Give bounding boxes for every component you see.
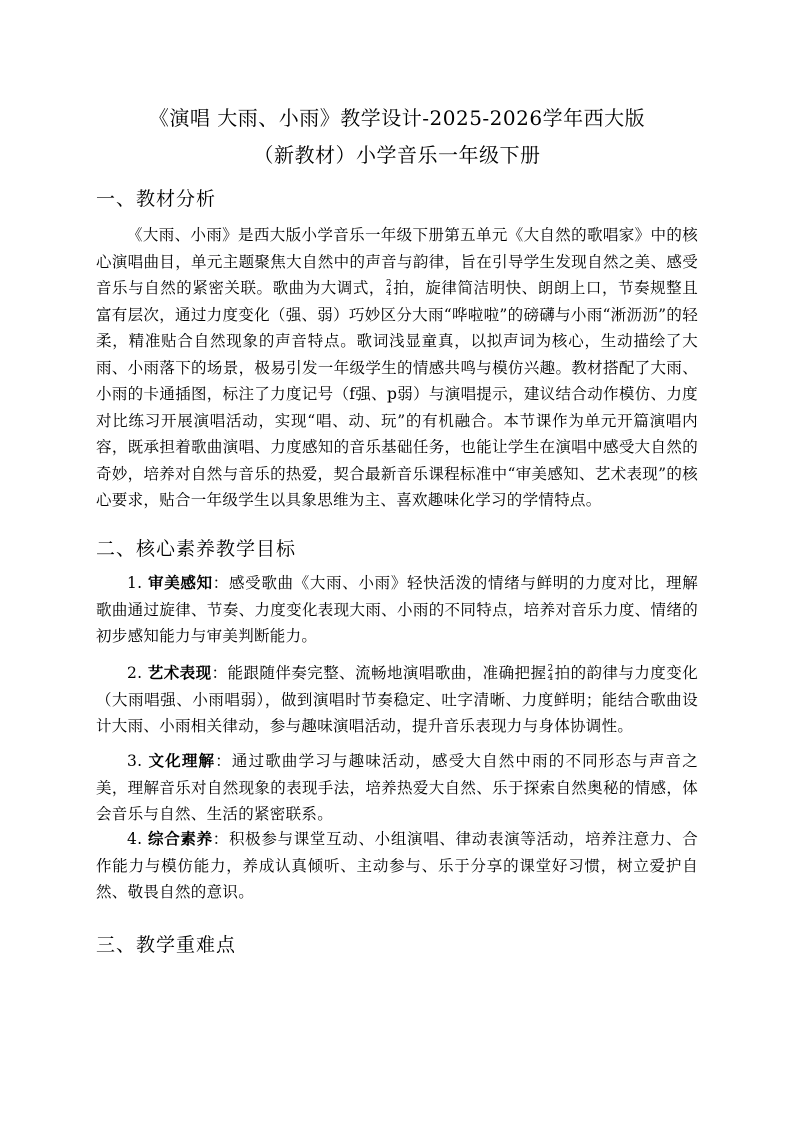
time-signature [547,665,553,683]
time-signature-top: 2 [547,664,554,674]
section-heading-textbook-analysis: 一、教材分析 [96,188,217,210]
textbook-analysis-paragraph [96,222,698,514]
goal-keyword: 艺术表现 [147,664,212,682]
goal-text-part-2: 拍的韵律与力度变化（大雨唱强、小雨唱弱），做到演唱时节奏稳定、吐字清晰、力度鲜明；能结合歌曲设计大雨、小雨相关律动，参与趣味演唱活动，提升音乐表现力与身体协调性。 [96,664,699,735]
goal-number: 4. [127,830,149,848]
time-signature-bottom: 4 [547,673,554,683]
goal-item-cultural-understanding [96,748,698,828]
goal-number: 2. [127,664,148,682]
goal-text: ：通过歌曲学习与趣味活动，感受大自然中雨的不同形态与声音之美，理解音乐对自然现象的表现手法，培养热爱大自然、乐于探索自然奥秘的情感，体会音乐与自然、生活的紧密联系。 [96,752,699,823]
analysis-text-part-1: 《大雨、小雨》是西大版小学音乐一年级下册第五单元《大自然的歌唱家》中的核心演唱曲目，单元主题聚焦大自然中的声音与韵律，旨在引导学生发现自然之美、感受音乐与自然的紧密关联。歌曲为大调式， [96,226,698,297]
goal-text: ：感受歌曲《大雨、小雨》轻快活泼的情绪与鲜明的力度对比，理解歌曲通过旋律、节奏、力度变化表现大雨、小雨的不同特点，培养对音乐力度、情绪的初步感知能力与审美判断能力。 [96,574,698,645]
section-heading-core-goals: 二、核心素养教学目标 [96,538,297,560]
goal-number: 1. [127,574,149,592]
analysis-text-part-2: 拍，旋律简洁明快、朗朗上口，节奏规整且富有层次，通过力度变化（强、弱）巧妙区分大雨“哗啦啦”的磅礴与小雨“淅沥沥”的轻柔，精准贴合自然现象的声音特点。歌词浅显童真，以拟声词为核心，生动描绘了大雨、小雨落下的场景，极易引发一年级学生的情感共鸣与模仿兴趣。教材搭配了大雨、小雨的卡通插图，标注了力度记号（f强、p弱）与演唱提示，建议结合动作模仿、力度对比练习开展演唱活动，实现“唱、动、玩”的有机融合。本节课作为单元开篇演唱内容，既承担着歌曲演唱、力度感知的音乐基础任务，也能让学生在演唱中感受大自然的奇妙，培养对自然与音乐的热爱，契合最新音乐课程标准中“审美感知、艺术表现”的核心要求，贴合一年级学生以具象思维为主、喜欢趣味化学习的学情特点。 [96,279,699,509]
goal-item-comprehensive-quality [96,826,698,906]
goal-text: ：积极参与课堂互动、小组演唱、律动表演等活动，培养注意力、合作能力与模仿能力，养成认真倾听、主动参与、乐于分享的课堂好习惯，树立爱护自然、敬畏自然的意识。 [96,830,698,901]
goal-keyword: 文化理解 [148,752,216,770]
goal-item-artistic-expression [96,660,698,740]
document-title-line-1: 《演唱 大雨、小雨》教学设计-2025-2026学年西大版 [148,106,646,130]
goal-keyword: 审美感知 [148,574,213,592]
time-signature [386,280,392,298]
time-signature-bottom: 4 [385,288,392,298]
goal-number: 3. [127,752,149,770]
goal-keyword: 综合素养 [148,830,213,848]
goal-text-part-1: ：能跟随伴奏完整、流畅地演唱歌曲，准确把握 [211,664,547,682]
goal-item-aesthetic-perception [96,570,698,650]
document-title-line-2: （新教材）小学音乐一年级下册 [253,143,541,167]
time-signature-top: 2 [385,279,392,289]
section-heading-key-difficulties: 三、教学重难点 [96,934,237,956]
